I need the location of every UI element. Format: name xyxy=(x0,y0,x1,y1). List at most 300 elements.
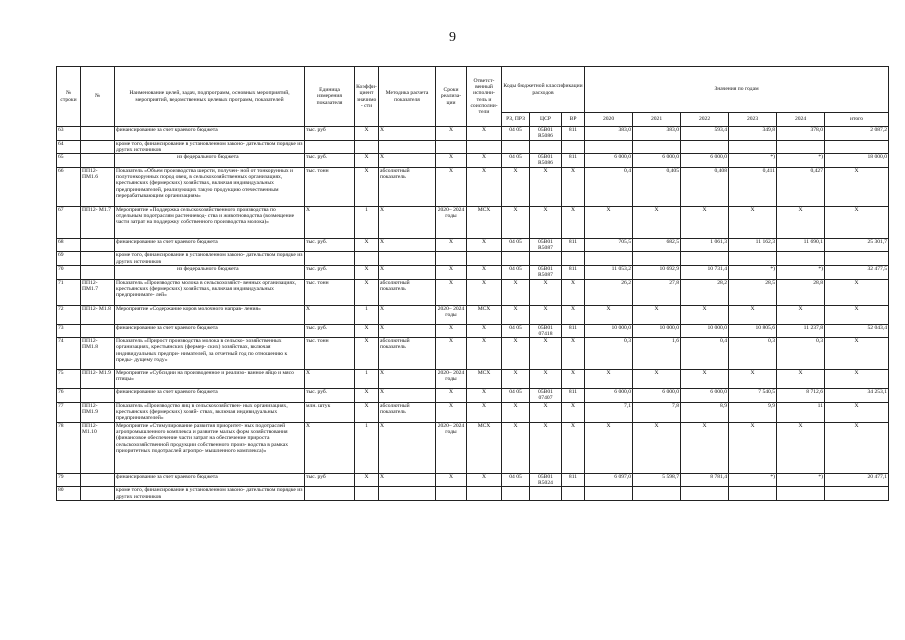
cell-csr: X xyxy=(530,206,562,238)
table-row xyxy=(57,127,889,141)
cell-method: абсолютный показатель xyxy=(379,167,436,206)
cell-total: X xyxy=(825,422,889,473)
cell-year-value: X xyxy=(681,370,729,389)
cell-year-value: 6 097,0 xyxy=(585,473,633,487)
cell-rz: 04 05 xyxy=(502,324,530,338)
cell-rz: X xyxy=(502,422,530,473)
cell-year-value: X xyxy=(777,422,825,473)
cell-name: финансирование за счет краевого бюджета xyxy=(115,127,305,141)
cell-year-value: 8,9 xyxy=(681,402,729,422)
cell-unit xyxy=(305,140,355,154)
cell-coefficient xyxy=(355,487,379,501)
cell-coefficient: 1 xyxy=(355,305,379,324)
cell-rz: 04 05 xyxy=(502,389,530,403)
cell-vr xyxy=(562,487,585,501)
cell-responsible: X xyxy=(467,154,502,168)
cell-year-value: 0,405 xyxy=(633,167,681,206)
header-values: Значения по годам xyxy=(585,67,889,113)
cell-year-value: 705,5 xyxy=(585,238,633,252)
cell-responsible: X xyxy=(467,238,502,252)
cell-responsible: X xyxy=(467,167,502,206)
header-responsible: Ответст- венный исполни- тель и соисполни- тели xyxy=(467,67,502,127)
cell-year-value: 0,4 xyxy=(681,338,729,370)
cell-csr: 05В01 R5087 xyxy=(530,238,562,252)
cell-year-value: 10 000,0 xyxy=(681,324,729,338)
cell-terms xyxy=(436,252,467,266)
cell-year-value: X xyxy=(633,305,681,324)
cell-total: X xyxy=(825,167,889,206)
cell-coefficient: X xyxy=(355,127,379,141)
cell-year-value: 8 712,6 xyxy=(777,389,825,403)
cell-code xyxy=(81,324,115,338)
cell-terms: X xyxy=(436,402,467,422)
cell-year-value: X xyxy=(633,370,681,389)
cell-year-value: 11 690,1 xyxy=(777,238,825,252)
cell-csr: X xyxy=(530,338,562,370)
cell-row-number: 76 xyxy=(57,389,81,403)
cell-unit: тыс. руб xyxy=(305,473,355,487)
cell-vr: X xyxy=(562,402,585,422)
cell-csr: X xyxy=(530,370,562,389)
cell-year-value: 682,5 xyxy=(633,238,681,252)
cell-terms: X xyxy=(436,127,467,141)
cell-rz: X xyxy=(502,402,530,422)
cell-name: Показатель «Прирост производства молока в сельско- хозяйственных организациях, крестьянских (фермер- ских) хозяйствах, включая индивидуальных предпри- нимателей, за отчетный год по отношению к преды- дущему году» xyxy=(115,338,305,370)
table-row xyxy=(57,324,889,338)
header-codes: Коды бюджетной классификации расходов xyxy=(502,67,585,113)
cell-row-number: 78 xyxy=(57,422,81,473)
cell-rz: X xyxy=(502,167,530,206)
page-number: 9 xyxy=(449,30,456,45)
cell-row-number: 64 xyxy=(57,140,81,154)
header-year: 2024 xyxy=(777,113,825,127)
cell-total: X xyxy=(825,338,889,370)
cell-name: Мероприятие «Поддержка сельскохозяйственного производства по отдельным подотраслям растениевод- ства и животноводства (возмещение части затрат на поддержку собственного производства молока)» xyxy=(115,206,305,238)
cell-year-value xyxy=(729,252,777,266)
cell-coefficient: X xyxy=(355,279,379,305)
cell-responsible: X xyxy=(467,127,502,141)
cell-year-value xyxy=(585,252,633,266)
cell-year-value: X xyxy=(585,305,633,324)
cell-year-value: 0,3 xyxy=(585,338,633,370)
cell-code: ПП12- ПМ1.9 xyxy=(81,402,115,422)
cell-year-value: *) xyxy=(729,473,777,487)
cell-unit: тыс. руб. xyxy=(305,265,355,279)
cell-total: X xyxy=(825,402,889,422)
cell-rz: 04 05 xyxy=(502,154,530,168)
cell-year-value: 0,427 xyxy=(777,167,825,206)
cell-code xyxy=(81,487,115,501)
cell-year-value: X xyxy=(729,370,777,389)
cell-year-value: 10 000,0 xyxy=(585,324,633,338)
cell-rz xyxy=(502,140,530,154)
cell-coefficient: X xyxy=(355,338,379,370)
cell-responsible xyxy=(467,140,502,154)
cell-terms: X xyxy=(436,389,467,403)
table-row xyxy=(57,305,889,324)
cell-unit: X xyxy=(305,422,355,473)
cell-row-number: 77 xyxy=(57,402,81,422)
cell-row-number: 71 xyxy=(57,279,81,305)
cell-method: X xyxy=(379,127,436,141)
cell-responsible: X xyxy=(467,279,502,305)
cell-rz: X xyxy=(502,305,530,324)
cell-responsible: X xyxy=(467,324,502,338)
table-row xyxy=(57,140,889,154)
cell-year-value: X xyxy=(729,305,777,324)
cell-coefficient: X xyxy=(355,402,379,422)
cell-method: X xyxy=(379,370,436,389)
cell-row-number: 79 xyxy=(57,473,81,487)
cell-year-value xyxy=(777,252,825,266)
table-row xyxy=(57,265,889,279)
cell-name: финансирование за счет краевого бюджета xyxy=(115,238,305,252)
cell-year-value: X xyxy=(681,206,729,238)
cell-total: 34 253,1 xyxy=(825,389,889,403)
cell-responsible: МСХ xyxy=(467,370,502,389)
cell-name: кроме того, финансирование в установленном законо- дательством порядке из других источников xyxy=(115,252,305,266)
cell-row-number: 67 xyxy=(57,206,81,238)
cell-year-value: *) xyxy=(777,154,825,168)
cell-total: X xyxy=(825,206,889,238)
cell-row-number: 80 xyxy=(57,487,81,501)
cell-year-value: X xyxy=(585,206,633,238)
cell-row-number: 69 xyxy=(57,252,81,266)
cell-csr: X xyxy=(530,305,562,324)
cell-responsible: МСХ xyxy=(467,206,502,238)
cell-year-value: 593,4 xyxy=(681,127,729,141)
cell-year-value xyxy=(681,487,729,501)
cell-vr: X xyxy=(562,338,585,370)
cell-year-value: X xyxy=(777,370,825,389)
cell-year-value xyxy=(729,140,777,154)
cell-year-value: X xyxy=(633,206,681,238)
header-method: Методика расчета показателя xyxy=(379,67,436,127)
cell-year-value: 0,3 xyxy=(729,338,777,370)
cell-csr: 05В01 R5086 xyxy=(530,127,562,141)
cell-unit: X xyxy=(305,305,355,324)
table-row xyxy=(57,154,889,168)
cell-rz: X xyxy=(502,370,530,389)
cell-vr xyxy=(562,252,585,266)
cell-year-value: X xyxy=(681,422,729,473)
cell-unit: X xyxy=(305,370,355,389)
cell-vr: 811 xyxy=(562,265,585,279)
cell-unit xyxy=(305,487,355,501)
cell-coefficient: X xyxy=(355,167,379,206)
cell-code xyxy=(81,265,115,279)
cell-year-value: *) xyxy=(729,154,777,168)
cell-year-value: 378,0 xyxy=(777,127,825,141)
cell-coefficient: X xyxy=(355,238,379,252)
cell-code: ПП12- ПМ1.7 xyxy=(81,279,115,305)
table-row xyxy=(57,206,889,238)
cell-total: 32 477,5 xyxy=(825,265,889,279)
cell-responsible: МСХ xyxy=(467,305,502,324)
cell-name: Показатель «Производство яиц в сельскохозяйствен- ных организациях, крестьянских (фермерских) хозяй- ствах, включая индивидуальных предпринимателей» xyxy=(115,402,305,422)
table-row xyxy=(57,370,889,389)
cell-vr: X xyxy=(562,370,585,389)
cell-unit: тыс. тонн xyxy=(305,338,355,370)
cell-year-value: 383,0 xyxy=(633,127,681,141)
cell-name: из федерального бюджета xyxy=(115,265,305,279)
cell-csr: 05В01 R5087 xyxy=(530,265,562,279)
cell-vr: X xyxy=(562,167,585,206)
table-row xyxy=(57,238,889,252)
cell-unit: тыс. руб. xyxy=(305,389,355,403)
header-total: итого xyxy=(825,113,889,127)
cell-coefficient: X xyxy=(355,389,379,403)
header-name: Наименование целей, задач, подпрограмм, основных мероприятий, мероприятий, ведомственных целевых программ, показателей xyxy=(115,67,305,127)
cell-year-value: 383,0 xyxy=(585,127,633,141)
cell-responsible: X xyxy=(467,265,502,279)
cell-vr: 811 xyxy=(562,154,585,168)
cell-code: ПП12- ПМ1.8 xyxy=(81,338,115,370)
cell-code xyxy=(81,140,115,154)
cell-year-value: X xyxy=(729,206,777,238)
cell-unit: тыс. руб xyxy=(305,127,355,141)
cell-rz xyxy=(502,487,530,501)
cell-row-number: 66 xyxy=(57,167,81,206)
cell-year-value: 10 805,6 xyxy=(729,324,777,338)
header-vr: ВР xyxy=(562,113,585,127)
table-row xyxy=(57,389,889,403)
cell-terms: X xyxy=(436,473,467,487)
cell-vr: X xyxy=(562,279,585,305)
header-year: 2021 xyxy=(633,113,681,127)
cell-vr: 811 xyxy=(562,473,585,487)
cell-year-value xyxy=(729,487,777,501)
cell-year-value: X xyxy=(681,305,729,324)
cell-year-value: X xyxy=(633,422,681,473)
cell-year-value: 0,3 xyxy=(777,338,825,370)
cell-rz: 04 05 xyxy=(502,473,530,487)
cell-method: X xyxy=(379,238,436,252)
cell-year-value: 8 781,4 xyxy=(681,473,729,487)
cell-code: ПП12- М1.7 xyxy=(81,206,115,238)
cell-csr: X xyxy=(530,422,562,473)
cell-year-value: X xyxy=(729,422,777,473)
cell-total: 2 087,2 xyxy=(825,127,889,141)
cell-responsible: X xyxy=(467,389,502,403)
cell-method: X xyxy=(379,422,436,473)
cell-coefficient: X xyxy=(355,265,379,279)
cell-rz: X xyxy=(502,338,530,370)
cell-method: X xyxy=(379,206,436,238)
cell-year-value xyxy=(777,487,825,501)
cell-csr: 05В01 07418 xyxy=(530,324,562,338)
cell-total: X xyxy=(825,305,889,324)
table-row xyxy=(57,487,889,501)
cell-code xyxy=(81,252,115,266)
cell-responsible: X xyxy=(467,473,502,487)
cell-row-number: 63 xyxy=(57,127,81,141)
cell-year-value: 28,2 xyxy=(681,279,729,305)
cell-method: X xyxy=(379,305,436,324)
cell-year-value: *) xyxy=(729,265,777,279)
cell-csr: 05В01 07407 xyxy=(530,389,562,403)
cell-year-value: 0,408 xyxy=(681,167,729,206)
table-row xyxy=(57,473,889,487)
cell-code xyxy=(81,389,115,403)
cell-name: из федерального бюджета xyxy=(115,154,305,168)
cell-unit: тыс. руб. xyxy=(305,324,355,338)
cell-year-value xyxy=(585,487,633,501)
cell-terms: 2020– 2024 годы xyxy=(436,206,467,238)
cell-row-number: 72 xyxy=(57,305,81,324)
cell-csr: X xyxy=(530,167,562,206)
table-body xyxy=(57,127,889,501)
cell-name: Мероприятие «Стимулирование развития приоритет- ных подотраслей агропромышленного комплекса и развитие малых форм хозяйствования (финансовое обеспечение части затрат на обеспечение прироста сельскохозяйственной продукции собственного произ- водства в рамках приоритетных подотраслей агропро- мышленного комплекса)» xyxy=(115,422,305,473)
cell-year-value: 1,6 xyxy=(633,338,681,370)
cell-name: финансирование за счет краевого бюджета xyxy=(115,473,305,487)
cell-year-value: 6 000,0 xyxy=(585,154,633,168)
cell-unit xyxy=(305,252,355,266)
cell-terms: X xyxy=(436,338,467,370)
header-terms: Сроки реализа- ции xyxy=(436,67,467,127)
cell-unit: X xyxy=(305,206,355,238)
cell-year-value: 11 237,8 xyxy=(777,324,825,338)
cell-coefficient: X xyxy=(355,154,379,168)
cell-csr xyxy=(530,140,562,154)
cell-method: абсолютный показатель xyxy=(379,338,436,370)
cell-coefficient: X xyxy=(355,324,379,338)
cell-csr: 05В01 R5086 xyxy=(530,154,562,168)
table-row xyxy=(57,279,889,305)
cell-year-value: 6 000,0 xyxy=(681,154,729,168)
cell-year-value: 1 061,3 xyxy=(681,238,729,252)
cell-terms: X xyxy=(436,167,467,206)
cell-terms: 2020– 2024 годы xyxy=(436,305,467,324)
cell-method: X xyxy=(379,389,436,403)
table-row xyxy=(57,402,889,422)
cell-name: кроме того, финансирование в установленном законо- дательством порядке из других источников xyxy=(115,487,305,501)
cell-csr xyxy=(530,487,562,501)
cell-unit: тыс. руб. xyxy=(305,154,355,168)
cell-year-value xyxy=(585,140,633,154)
cell-total: 18 000,0 xyxy=(825,154,889,168)
cell-rz: 04 05 xyxy=(502,238,530,252)
cell-year-value xyxy=(633,140,681,154)
table-row xyxy=(57,338,889,370)
cell-year-value: 10 692,9 xyxy=(633,265,681,279)
cell-total: 20 477,1 xyxy=(825,473,889,487)
header-no: № xyxy=(81,67,115,127)
cell-year-value: 0,4 xyxy=(585,167,633,206)
cell-year-value: X xyxy=(777,206,825,238)
cell-csr: 05В01 R5024 xyxy=(530,473,562,487)
cell-total: 25 301,7 xyxy=(825,238,889,252)
table-row xyxy=(57,167,889,206)
cell-row-number: 68 xyxy=(57,238,81,252)
cell-csr: X xyxy=(530,279,562,305)
cell-coefficient: X xyxy=(355,473,379,487)
cell-code xyxy=(81,238,115,252)
cell-rz: X xyxy=(502,279,530,305)
cell-coefficient: 1 xyxy=(355,370,379,389)
cell-terms xyxy=(436,487,467,501)
cell-unit: млн. штук xyxy=(305,402,355,422)
cell-vr xyxy=(562,140,585,154)
cell-terms: X xyxy=(436,154,467,168)
cell-csr: X xyxy=(530,402,562,422)
cell-name: финансирование за счет краевого бюджета xyxy=(115,324,305,338)
cell-vr: 811 xyxy=(562,324,585,338)
cell-code xyxy=(81,127,115,141)
cell-terms: X xyxy=(436,238,467,252)
cell-year-value: 7 540,5 xyxy=(729,389,777,403)
header-rz: РЗ, ПРЗ xyxy=(502,113,530,127)
cell-method xyxy=(379,252,436,266)
cell-year-value xyxy=(681,252,729,266)
cell-terms xyxy=(436,140,467,154)
cell-year-value: 7,8 xyxy=(633,402,681,422)
cell-year-value: 10 731,4 xyxy=(681,265,729,279)
program-table xyxy=(56,66,889,501)
cell-year-value xyxy=(681,140,729,154)
cell-unit: тыс. руб. xyxy=(305,238,355,252)
cell-year-value: 26,2 xyxy=(585,279,633,305)
cell-code xyxy=(81,473,115,487)
cell-vr: 811 xyxy=(562,238,585,252)
cell-total: 52 043,4 xyxy=(825,324,889,338)
cell-terms: X xyxy=(436,324,467,338)
cell-rz: X xyxy=(502,206,530,238)
header-coef: Коэффи- циент значимо- сти xyxy=(355,67,379,127)
cell-total xyxy=(825,140,889,154)
cell-year-value: 28,8 xyxy=(777,279,825,305)
cell-csr xyxy=(530,252,562,266)
cell-code: ПП12- М1.10 xyxy=(81,422,115,473)
cell-year-value: 6 000,0 xyxy=(585,389,633,403)
cell-name: кроме того, финансирование в установленном законо- дательством порядке из других источников xyxy=(115,140,305,154)
cell-year-value: *) xyxy=(777,265,825,279)
cell-total xyxy=(825,487,889,501)
cell-row-number: 75 xyxy=(57,370,81,389)
cell-method: X xyxy=(379,324,436,338)
table-header xyxy=(57,67,889,127)
cell-vr: X xyxy=(562,206,585,238)
cell-year-value: X xyxy=(585,370,633,389)
cell-method xyxy=(379,487,436,501)
cell-rz: 04 05 xyxy=(502,265,530,279)
cell-method: X xyxy=(379,265,436,279)
cell-name: финансирование за счет краевого бюджета xyxy=(115,389,305,403)
cell-name: Мероприятие «Субсидии на производенное и реализо- ванное яйцо и мясо птицы» xyxy=(115,370,305,389)
cell-method: X xyxy=(379,154,436,168)
cell-year-value: 6 000,0 xyxy=(633,389,681,403)
cell-coefficient: 1 xyxy=(355,206,379,238)
cell-year-value: 10 000,0 xyxy=(633,324,681,338)
header-csr: ЦСР xyxy=(530,113,562,127)
cell-code: ПП12- М1.9 xyxy=(81,370,115,389)
cell-year-value: 11 053,2 xyxy=(585,265,633,279)
cell-year-value: 5 598,7 xyxy=(633,473,681,487)
cell-year-value: 6 000,0 xyxy=(681,389,729,403)
cell-year-value: 349,8 xyxy=(729,127,777,141)
header-year: 2020 xyxy=(585,113,633,127)
cell-method: X xyxy=(379,473,436,487)
cell-vr: X xyxy=(562,422,585,473)
cell-year-value: 11 162,3 xyxy=(729,238,777,252)
cell-name: Показатель «Объем производства шерсти, получен- ной от тонкорунных и полутонкорунных пород овец, в сельскохозяйственных организациях, крестьянских (фермерских) хозяйствах, включая индивидуальных предпринимателей, реализующих такую продукцию отечественным перерабатывающим организациям» xyxy=(115,167,305,206)
cell-unit: тыс. тонн xyxy=(305,167,355,206)
cell-code: ПП12- М1.8 xyxy=(81,305,115,324)
cell-code xyxy=(81,154,115,168)
cell-method xyxy=(379,140,436,154)
cell-coefficient: 1 xyxy=(355,422,379,473)
cell-year-value: *) xyxy=(777,473,825,487)
